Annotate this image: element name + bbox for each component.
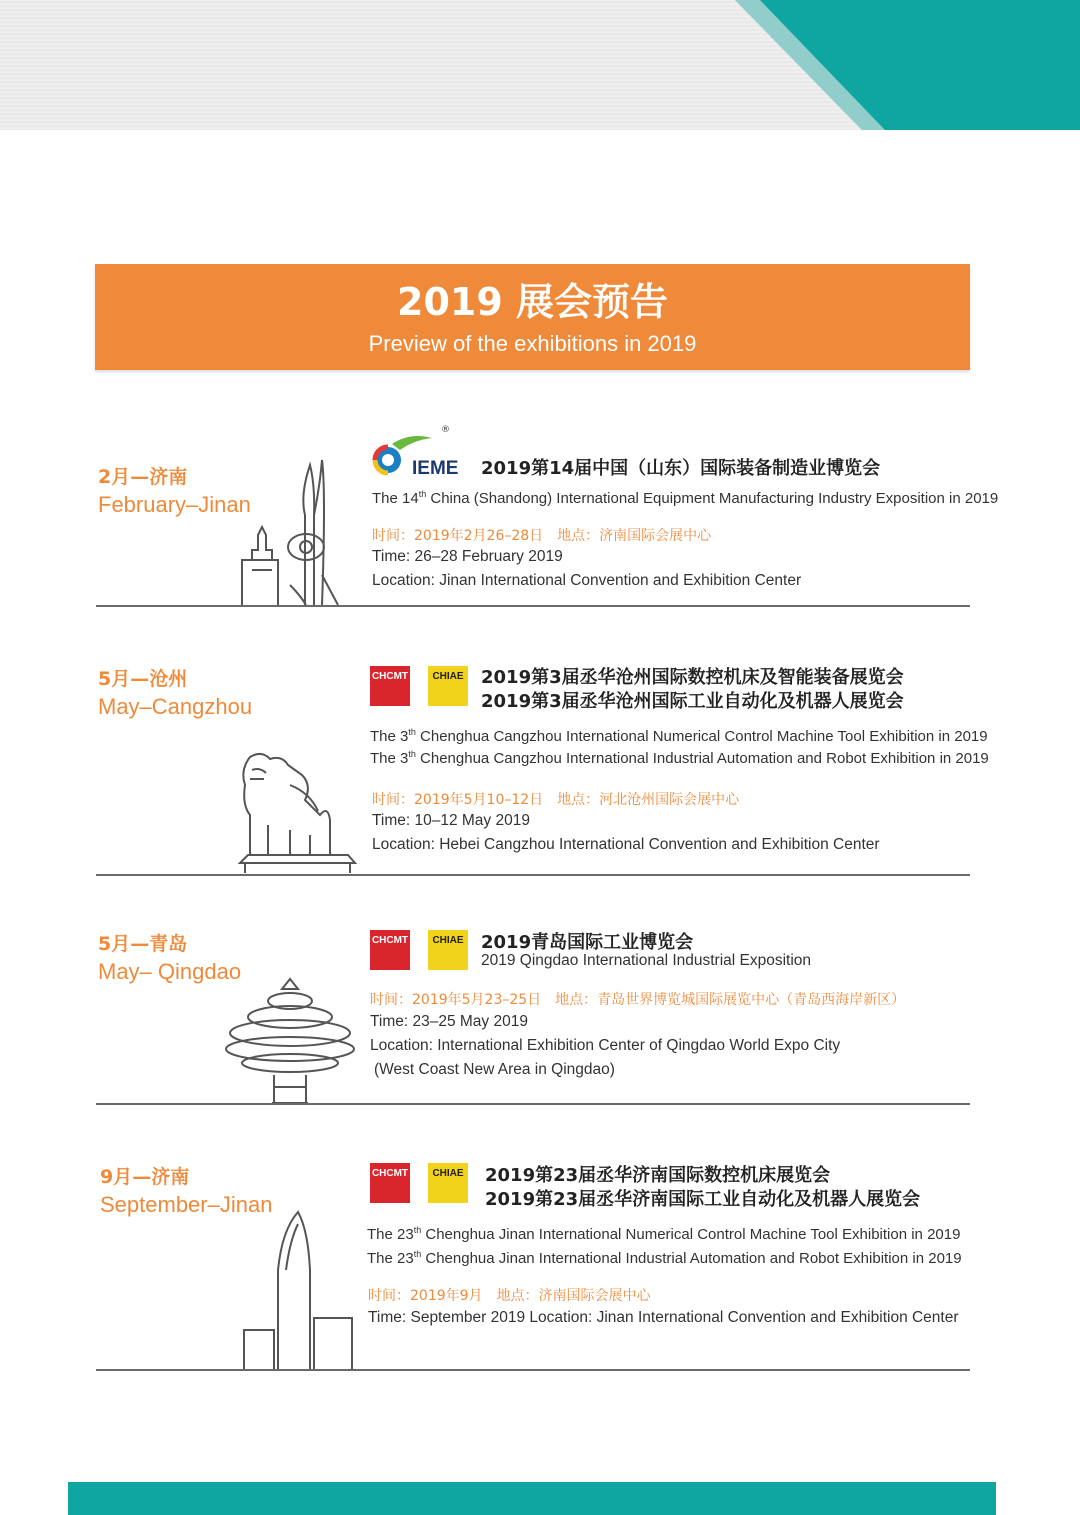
preview-banner — [95, 264, 970, 370]
cangzhou-iron-lion-icon — [230, 745, 360, 875]
event-divider — [96, 874, 970, 876]
event-title-zh-line-2: 2019第23届丞华济南国际工业自动化及机器人展览会 — [485, 1189, 921, 1210]
event-divider — [96, 1103, 970, 1105]
event-location-en-2: (West Coast New Area in Qingdao) — [374, 1061, 615, 1078]
event-month-en: May–Cangzhou — [98, 694, 253, 719]
event-title-en: 2019 Qingdao International Industrial Exposition — [481, 952, 812, 969]
registered-mark: ® — [441, 425, 450, 435]
event-title-zh-line-1: 2019第23届丞华济南国际数控机床展览会 — [485, 1165, 831, 1186]
event-title-zh-line-2: 2019第3届丞华沧州国际工业自动化及机器人展览会 — [481, 691, 904, 712]
footer-teal-bar — [68, 1482, 996, 1515]
event-location-en: Location: International Exhibition Center of Qingdao World Expo City — [370, 1037, 841, 1054]
banner-subtitle: Preview of the exhibitions in 2019 — [368, 331, 697, 356]
event-title-zh: 2019青岛国际工业博览会 — [481, 932, 694, 953]
chcmt-logo-icon: CHCMT — [370, 666, 410, 706]
event-time-location-en: Time: September 2019 Location: Jinan International Convention and Exhibition Center — [368, 1309, 959, 1326]
event-month-zh: 9月—济南 — [100, 1166, 190, 1188]
event-title-en-line-1: The 23th Chenghua Jinan International Numerical Control Machine Tool Exhibition in 2019 — [367, 1225, 961, 1243]
event-title-zh: 2019第14届中国（山东）国际装备制造业博览会 — [481, 458, 881, 479]
event-title-en-line-2: The 3th Chenghua Cangzhou International Industrial Automation and Robot Exhibition in 2019 — [370, 749, 989, 767]
chcmt-logo-icon: CHCMT — [370, 930, 410, 970]
ieme-logo-text: IEME — [412, 458, 459, 479]
event-location-en: Location: Jinan International Convention and Exhibition Center — [372, 572, 802, 589]
chiae-logo-icon: CHIAE — [428, 1163, 468, 1203]
qingdao-may-wind-sculpture-icon — [222, 975, 358, 1105]
event-time-en: Time: 10–12 May 2019 — [372, 812, 530, 829]
event-month-zh: 5月—沧州 — [98, 668, 188, 690]
event-divider — [96, 605, 970, 607]
event-month-zh: 5月—青岛 — [98, 933, 188, 955]
event-time-location-zh: 时间：2019年5月23–25日 地点：青岛世界博览城国际展览中心（青岛西海岸新区） — [370, 992, 906, 1008]
event-time-location-zh: 时间：2019年5月10–12日 地点：河北沧州国际会展中心 — [372, 792, 740, 808]
event-title-zh-line-1: 2019第3届丞华沧州国际数控机床及智能装备展览会 — [481, 667, 904, 688]
event-location-en: Location: Hebei Cangzhou International Convention and Exhibition Center — [372, 836, 880, 853]
jinan-spring-monument-icon — [230, 455, 350, 610]
chiae-logo-icon: CHIAE — [428, 930, 468, 970]
event-title-en: The 14th China (Shandong) International Equipment Manufacturing Industry Exposition in 2019 — [372, 489, 999, 507]
event-title-en-line-2: The 23th Chenghua Jinan International Industrial Automation and Robot Exhibition in 2019 — [367, 1249, 962, 1267]
header-teal-accent — [0, 0, 1080, 130]
event-month-en: September–Jinan — [100, 1192, 273, 1217]
event-divider — [96, 1369, 970, 1371]
chcmt-logo-icon: CHCMT — [370, 1163, 410, 1203]
event-time-en: Time: 26–28 February 2019 — [372, 548, 563, 565]
event-time-location-zh: 时间：2019年9月 地点：济南国际会展中心 — [368, 1288, 651, 1304]
event-time-location-zh: 时间：2019年2月26–28日 地点：济南国际会展中心 — [372, 528, 712, 544]
event-month-en: February–Jinan — [98, 492, 251, 517]
event-time-en: Time: 23–25 May 2019 — [370, 1013, 528, 1030]
banner-title: 2019 展会预告 — [397, 280, 668, 324]
chiae-logo-icon: CHIAE — [428, 666, 468, 706]
event-month-zh: 2月—济南 — [98, 466, 188, 488]
jinan-greenland-tower-icon — [238, 1210, 360, 1372]
event-title-en-line-1: The 3th Chenghua Cangzhou International Numerical Control Machine Tool Exhibition in 2019 — [370, 727, 988, 745]
event-month-en: May– Qingdao — [98, 959, 242, 984]
